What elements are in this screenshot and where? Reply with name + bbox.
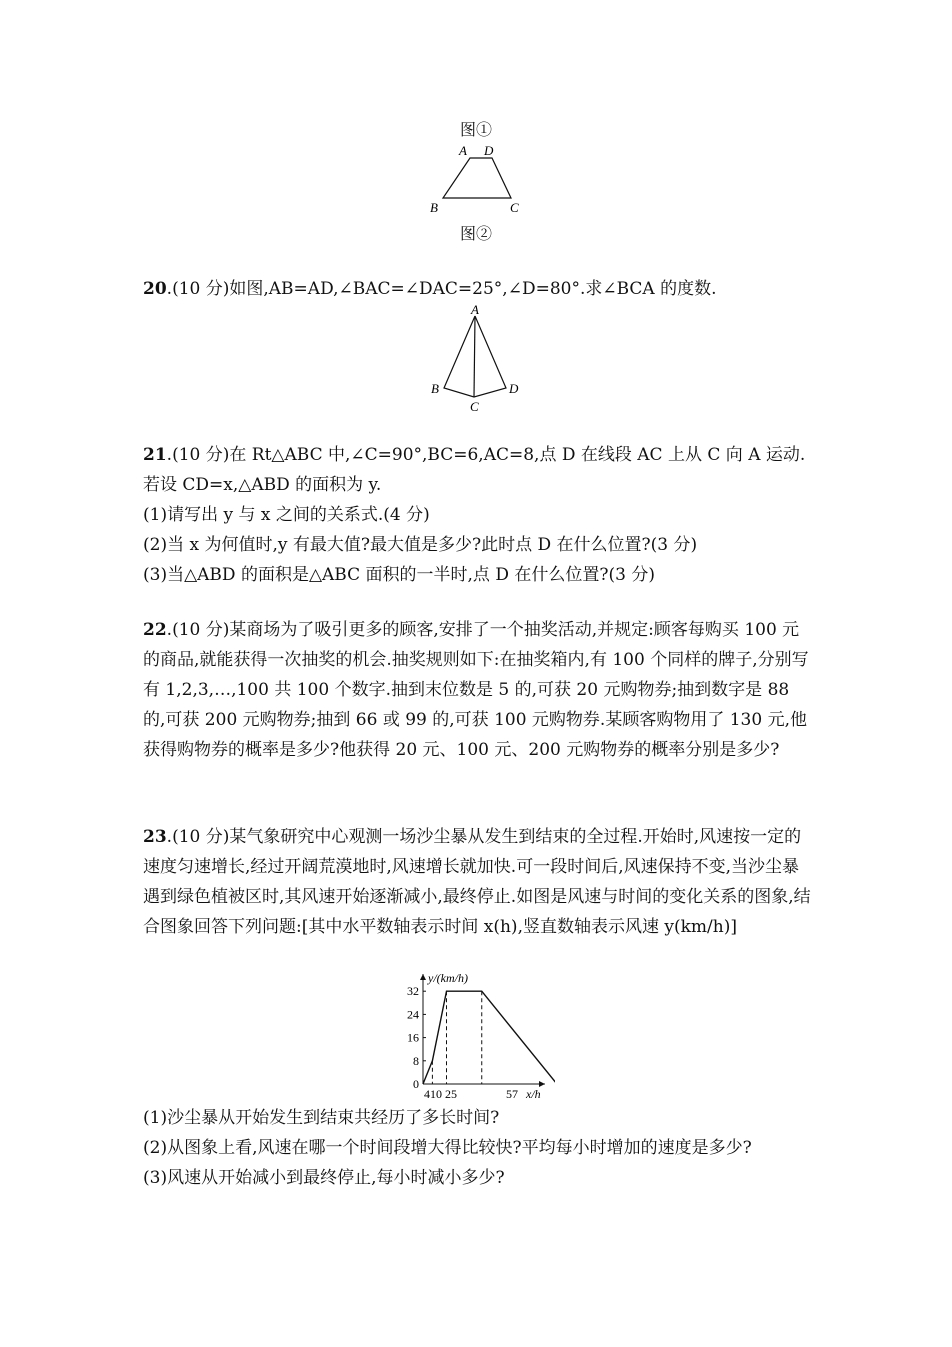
question-number: 21 bbox=[143, 445, 167, 465]
y-tick-label: 16 bbox=[407, 1030, 419, 1045]
question-21 bbox=[143, 440, 813, 590]
label-B: B bbox=[430, 200, 438, 215]
label-A: A bbox=[471, 302, 479, 317]
question-part: (2)从图象上看,风速在哪一个时间段增大得比较快?平均每小时增加的速度是多少? bbox=[143, 1138, 752, 1158]
x-tick-label-57: 57 bbox=[506, 1087, 518, 1101]
question-23-parts bbox=[143, 1103, 813, 1193]
label-D: D bbox=[509, 381, 519, 396]
series-line bbox=[423, 991, 555, 1084]
question-text: .(10 分)某气象研究中心观测一场沙尘暴从发生到结束的全过程.开始时,风速按一定的速度匀速增长,经过开阔荒漠地时,风速增长就加快.可一段时间后,风速保持不变,当沙尘暴遇到绿色植被区时,其风速开始逐渐减小,最终停止.如图是风速与时间的变化关系的图象,结合图象回答下列问题:[其中水平数轴表示时间 x(h),竖直数轴表示风速 y(km/h)] bbox=[143, 827, 811, 937]
trapezoid-figure bbox=[420, 140, 530, 218]
question-text: .(10 分)某商场为了吸引更多的顾客,安排了一个抽奖活动,并规定:顾客每购买 100 元的商品,就能获得一次抽奖的机会.抽奖规则如下:在抽奖箱内,有 100 个同样的牌子,分别写有 1,2,3,…,100 共 100 个数字.抽到末位数是 5 的,可获 20 元购物券;抽到数字是 88 的,可获 200 元购物券;抽到 66 或 99 的,可获 100 元购物券.某顾客购物用了 130 元,他获得购物券的概率是多少?他获得 20 元、100 元、200 元购物券的概率分别是多少? bbox=[143, 620, 809, 760]
x-tick-labels: 410 25 bbox=[424, 1087, 457, 1101]
question-text: .(10 分)在 Rt△ABC 中,∠C=90°,BC=6,AC=8,点 D 在线段 AC 上从 C 向 A 运动.若设 CD=x,△ABD 的面积为 y. bbox=[143, 445, 806, 495]
label-C: C bbox=[510, 200, 519, 215]
label-C: C bbox=[470, 399, 479, 414]
question-part: (1)沙尘暴从开始发生到结束共经历了多长时间? bbox=[143, 1108, 500, 1128]
y-tick-label: 24 bbox=[407, 1007, 419, 1022]
question-text: .(10 分)如图,AB=AD,∠BAC=∠DAC=25°,∠D=80°.求∠BCA 的度数. bbox=[166, 279, 717, 299]
figure1-caption: 图① bbox=[459, 120, 492, 139]
question-part: (3)当△ABD 的面积是△ABC 面积的一半时,点 D 在什么位置?(3 分) bbox=[143, 565, 655, 585]
question-part: (3)风速从开始减小到最终停止,每小时减小多少? bbox=[143, 1168, 505, 1188]
trapezoid-shape bbox=[443, 158, 511, 198]
kite-figure bbox=[428, 302, 528, 414]
question-22 bbox=[143, 615, 813, 765]
figure2-caption: 图② bbox=[459, 224, 492, 243]
y-tick-label: 32 bbox=[407, 984, 419, 999]
question-number: 20 bbox=[143, 279, 167, 299]
question-part: (2)当 x 为何值时,y 有最大值?最大值是多少?此时点 D 在什么位置?(3 分) bbox=[143, 535, 698, 555]
question-number: 22 bbox=[143, 620, 167, 640]
question-23 bbox=[143, 822, 813, 942]
diagonal-AC bbox=[474, 316, 475, 397]
question-part: (1)请写出 y 与 x 之间的关系式.(4 分) bbox=[143, 505, 430, 525]
y-tick-label: 8 bbox=[413, 1053, 419, 1068]
y-axis-label: y/(km/h) bbox=[428, 971, 468, 985]
y-tick-label: 0 bbox=[413, 1077, 419, 1091]
label-D: D bbox=[484, 143, 494, 158]
x-axis-label: x/h bbox=[526, 1087, 541, 1101]
wind-speed-chart bbox=[395, 968, 555, 1104]
question-number: 23 bbox=[143, 827, 167, 847]
label-A: A bbox=[459, 143, 467, 158]
question-20 bbox=[143, 274, 813, 304]
label-B: B bbox=[431, 381, 439, 396]
